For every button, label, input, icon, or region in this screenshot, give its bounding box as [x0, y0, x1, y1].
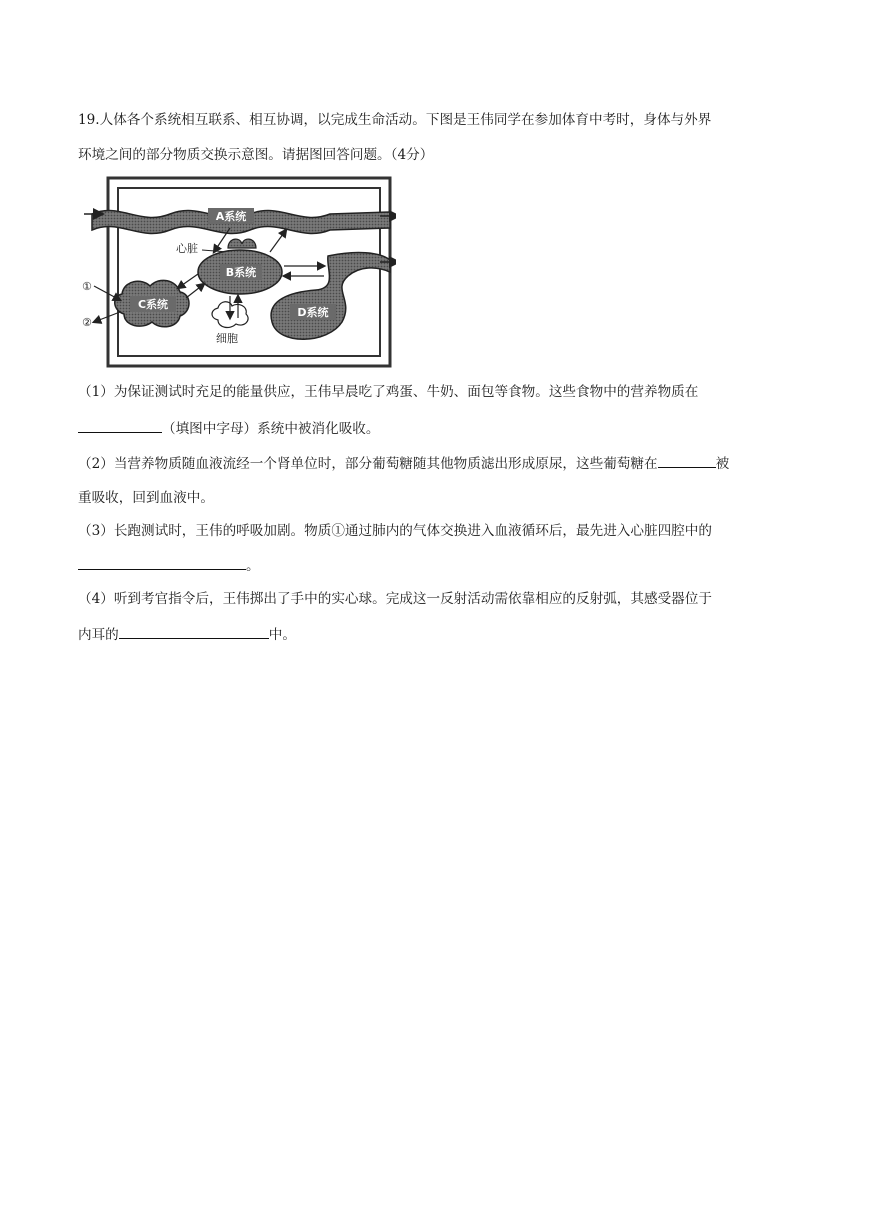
- part-1-line-2: [78, 419, 380, 438]
- answer-blank-2[interactable]: [658, 454, 716, 468]
- heart-label: 心脏: [176, 242, 198, 255]
- cell-label: 细胞: [216, 332, 238, 345]
- part-2-text-c: 重吸收，回到血液中。: [78, 490, 214, 506]
- answer-blank-4[interactable]: [119, 625, 269, 639]
- question-line-2: 环境之间的部分物质交换示意图。请据图回答问题。（4分）: [78, 147, 434, 163]
- b-system-label: B系统: [225, 266, 257, 279]
- part-3-text-a: （3）长跑测试时，王伟的呼吸加剧。物质①通过肺内的气体交换进入血液循环后，最先进入心脏四腔中的: [78, 523, 712, 539]
- part-1-text-a: （1）为保证测试时充足的能量供应，王伟早晨吃了鸡蛋、牛奶、面包等食物。这些食物中的营养物质在: [78, 384, 699, 400]
- part-4-text-a: （4）听到考官指令后，王伟掷出了手中的实心球。完成这一反射活动需依靠相应的反射弧，其感受器位于: [78, 591, 712, 607]
- part-4-text-b: 内耳的: [78, 627, 119, 643]
- part-2-line-2: [78, 489, 214, 507]
- a-system-label: A系统: [215, 210, 247, 223]
- part-3-line-2: [78, 556, 260, 575]
- part-4-text-c: 中。: [268, 627, 296, 643]
- part-1-line-1: [78, 383, 698, 401]
- part-3-text-b: 。: [246, 558, 260, 574]
- b-to-a-arrow: [270, 230, 286, 252]
- b-to-c-arrow: [178, 274, 198, 288]
- answer-blank-3[interactable]: [78, 556, 246, 570]
- body-systems-diagram: [80, 172, 396, 372]
- marker-2: ②: [82, 316, 92, 329]
- part-4-line-2: [78, 625, 296, 644]
- part-2-line-1: [78, 454, 729, 473]
- part-4-line-1: [78, 590, 712, 608]
- part-2-text-a: （2）当营养物质随血液流经一个肾单位时，部分葡萄糖随其他物质滤出形成原尿，这些葡萄糖在: [78, 456, 658, 472]
- part-3-line-1: [78, 522, 712, 540]
- part-2-text-b: 被: [715, 456, 730, 472]
- marker-1: ①: [82, 280, 92, 293]
- d-system-label: D系统: [297, 306, 329, 319]
- answer-blank-1[interactable]: [78, 419, 162, 433]
- question-line-1: 19.人体各个系统相互联系、相互协调，以完成生命活动。下图是王伟同学在参加体育中考时，身体与外界: [78, 112, 712, 128]
- heart-shape: [228, 239, 256, 248]
- c-to-b-arrow: [186, 284, 204, 298]
- part-1-text-b: （填图中字母）系统中被消化吸收。: [162, 421, 380, 437]
- c-system-label: C系统: [137, 298, 169, 311]
